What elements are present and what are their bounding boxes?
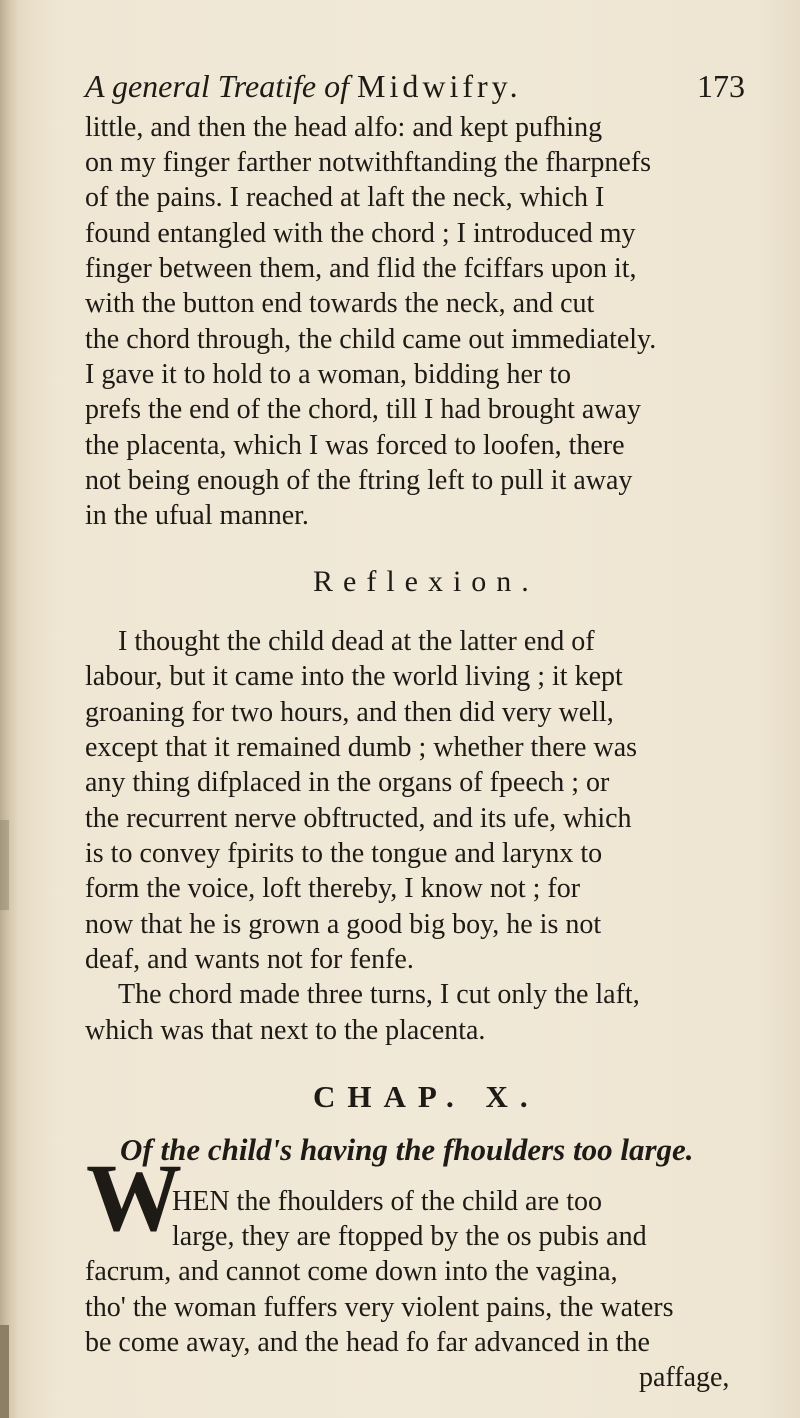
drop-cap: W (86, 1144, 182, 1251)
text-line: I thought the child dead at the latter end of (118, 626, 595, 657)
text-line: I gave it to hold to a woman, bidding her to (85, 359, 572, 390)
text-line: with the button end towards the neck, and cut (85, 288, 595, 319)
running-header (85, 68, 785, 112)
text-line: which was that next to the placenta. (85, 1015, 486, 1046)
binding-edge (0, 820, 9, 910)
text-line: labour, but it came into the world living ; it kept (85, 661, 623, 692)
text-line: not being enough of the ftring left to pull it away (85, 465, 633, 496)
text-line: on my finger farther notwithftanding the fharpnefs (85, 147, 652, 178)
text-line: prefs the end of the chord, till I had brought away (85, 394, 641, 425)
text-line: paffage, (639, 1362, 730, 1393)
text-line: now that he is grown a good big boy, he is not (85, 909, 602, 940)
text-line: the placenta, which I was forced to loofen, there (85, 430, 625, 461)
text-line: in the ufual manner. (85, 500, 309, 531)
text-line: deaf, and wants not for fenfe. (85, 944, 414, 975)
text-line: any thing difplaced in the organs of fpeech ; or (85, 767, 610, 798)
chapter-title: Of the child's having the fhoulders too large. (120, 1132, 694, 1167)
text-line: of the pains. I reached at laft the neck, which I (85, 182, 605, 213)
text-line: large, they are ftopped by the os pubis and (172, 1221, 647, 1252)
text-line: except that it remained dumb ; whether there was (85, 732, 638, 763)
text-line: groaning for two hours, and then did very well, (85, 697, 614, 728)
header-running-title: Midwifry. (356, 68, 522, 104)
binding-edge (0, 1325, 9, 1418)
gutter-shadow (0, 0, 18, 1418)
text-line: be come away, and the head fo far advanced in the (85, 1327, 650, 1358)
text-line: form the voice, loft thereby, I know not ; for (85, 873, 581, 904)
text-line: finger between them, and flid the fciffars upon it, (85, 253, 637, 284)
text-line: tho' the woman fuffers very violent pains, the waters (85, 1292, 674, 1323)
text-line: the chord through, the child came out immediately. (85, 324, 657, 355)
text-line: HEN the fhoulders of the child are too (172, 1186, 602, 1217)
page-number: 173 (697, 68, 745, 104)
text-line: found entangled with the chord ; I introduced my (85, 218, 636, 249)
text-line: the recurrent nerve obftructed, and its ufe, which (85, 803, 632, 834)
text-line: little, and then the head alfo: and kept pufhing (85, 112, 603, 143)
reflexion-heading: Reflexion. (313, 565, 539, 598)
header-title: A general Treatife of (85, 68, 357, 104)
text-line: is to convey fpirits to the tongue and larynx to (85, 838, 603, 869)
text-line: facrum, and cannot come down into the vagina, (85, 1256, 618, 1287)
text-line: The chord made three turns, I cut only the laft, (118, 979, 640, 1010)
chapter-label: CHAP. X. (313, 1079, 540, 1114)
